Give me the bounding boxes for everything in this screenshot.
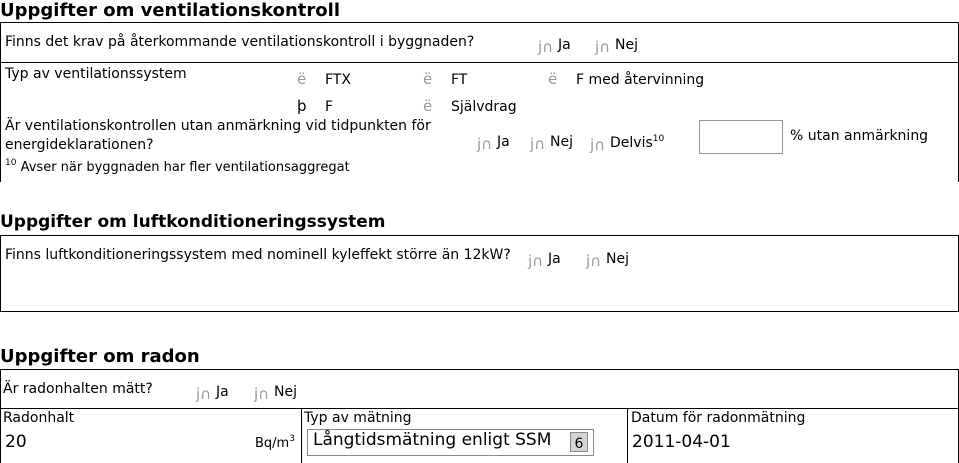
- checkbox-icon: ë: [423, 97, 433, 115]
- radon-title: Uppgifter om radon: [0, 346, 200, 367]
- radon-no-option[interactable]: j∩ Nej: [254, 384, 297, 403]
- type-option-ft[interactable]: ë FT: [423, 70, 468, 88]
- radio-icon: j∩: [538, 38, 554, 56]
- radon-divider-2: [627, 408, 628, 463]
- ventilation-title: Uppgifter om ventilationskontroll: [0, 0, 340, 21]
- radio-icon: j∩: [528, 252, 544, 270]
- type-option-f[interactable]: þ F: [297, 97, 334, 115]
- radio-icon: j∩: [590, 136, 606, 154]
- remark-yes-option[interactable]: j∩ Ja: [477, 134, 510, 153]
- aircon-yes-option[interactable]: j∩ Ja: [528, 251, 561, 270]
- radio-icon: j∩: [530, 135, 546, 153]
- radio-icon: j∩: [477, 135, 493, 153]
- aircon-no-option[interactable]: j∩ Nej: [586, 251, 629, 270]
- radon-divider-1: [301, 408, 302, 463]
- radio-icon: j∩: [196, 385, 212, 403]
- type-option-natural[interactable]: ë Självdrag: [423, 97, 517, 115]
- checkbox-icon: ë: [548, 70, 558, 88]
- measurement-type-value: Långtidsmätning enligt SSM: [313, 430, 552, 450]
- type-option-f-recovery[interactable]: ë F med återvinning: [548, 70, 705, 88]
- requirement-no-option[interactable]: j∩ Nej: [595, 37, 638, 56]
- radon-level-value[interactable]: 20: [5, 432, 27, 452]
- checkbox-icon: ë: [297, 70, 307, 88]
- remark-partly-option[interactable]: j∩ Delvis$^{10}$: [590, 134, 665, 154]
- percent-label: % utan anmärkning: [790, 128, 929, 144]
- remark-no-option[interactable]: j∩ Nej: [530, 134, 573, 153]
- remark-question-line1: Är ventilationskontrollen utan anmärkning vid tidpunkten för: [5, 118, 431, 134]
- radon-unit: $Bq/m^3$: [255, 434, 295, 451]
- system-type-label: Typ av ventilationssystem: [5, 66, 187, 82]
- checkbox-icon: ë: [423, 70, 433, 88]
- radon-level-label: Radonhalt: [3, 410, 75, 426]
- measurement-type-label: Typ av mätning: [304, 410, 412, 426]
- measurement-date-label: Datum för radonmätning: [631, 410, 806, 426]
- radon-question: Är radonhalten mätt?: [3, 381, 153, 397]
- percent-input[interactable]: [699, 120, 783, 154]
- radio-icon: j∩: [586, 252, 602, 270]
- footnote: $^{10}$ Avser när byggnaden har fler ventilationsaggregat: [5, 158, 350, 175]
- measurement-date-value[interactable]: 2011-04-01: [632, 432, 731, 452]
- type-option-ftx[interactable]: ë FTX: [297, 70, 351, 88]
- checked-checkbox-icon: þ: [297, 97, 307, 115]
- aircon-question: Finns luftkonditioneringssystem med nominell kyleffekt större än 12kW?: [5, 247, 511, 263]
- remark-question-line2: energideklarationen?: [5, 137, 154, 153]
- radio-icon: j∩: [595, 38, 611, 56]
- requirement-question: Finns det krav på återkommande ventilationskontroll i byggnaden?: [5, 34, 475, 50]
- requirement-yes-option[interactable]: j∩ Ja: [538, 37, 571, 56]
- radon-yes-option[interactable]: j∩ Ja: [196, 384, 229, 403]
- aircon-title: Uppgifter om luftkonditioneringssystem: [0, 212, 386, 232]
- radio-icon: j∩: [254, 385, 270, 403]
- dropdown-spinner-icon[interactable]: 6: [570, 432, 588, 452]
